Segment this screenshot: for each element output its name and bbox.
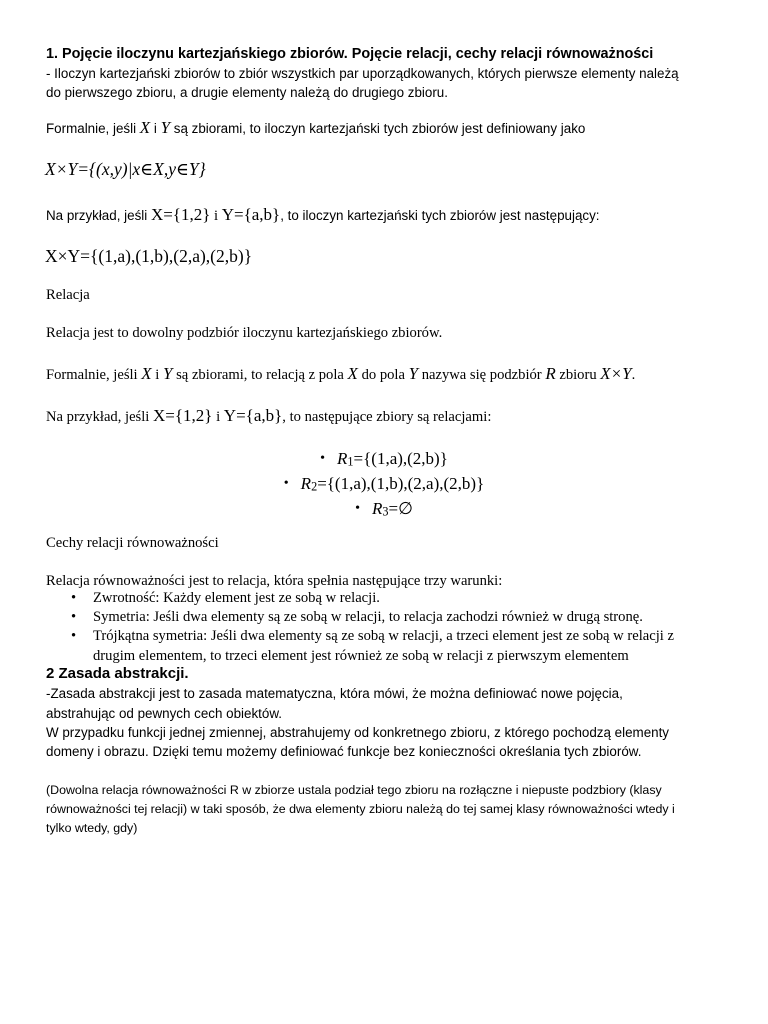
- example-x-set: X={1,2}: [153, 406, 213, 425]
- section-2-line-3: W przypadku funkcji jednej zmiennej, abstrahujemy od konkretnego zbioru, z którego pochodzą elementy: [46, 725, 670, 740]
- relation-index: 3: [382, 504, 389, 519]
- relation-name: R: [300, 473, 312, 493]
- section-2-line-4: domeny i obrazu. Dzięki temu możemy definiować funkcje bez konieczności określania tych zbiorów.: [46, 744, 642, 759]
- example-sentence: [46, 204, 600, 226]
- note-line-2: równoważności tej relacji) w taki sposób, że dwa elementy zbioru należą do tej samej klasy równoważności wtedy i: [46, 802, 675, 816]
- relation-value: =∅: [388, 498, 413, 518]
- relation-value: ={(1,a),(2,b)}: [353, 449, 448, 468]
- text-span: zbioru: [555, 367, 601, 383]
- relation-definition: Relacja jest to dowolny podzbiór iloczynu kartezjańskiego zbiorów.: [46, 325, 443, 341]
- condition-text: Trójkątna symetria: Jeśli dwa elementy są ze sobą w relacji, a trzeci element jest ze sobą w relacji z drugim elementem, to trzeci element jest również ze sobą w relacji z pierwszym elementem: [93, 628, 674, 664]
- relation-name: R: [371, 498, 383, 518]
- relation-title: Relacja: [46, 287, 90, 303]
- condition-item: [46, 589, 709, 608]
- bullet-icon: •: [355, 500, 360, 516]
- relation-value: ={(1,a),(1,b),(2,a),(2,b)}: [317, 473, 485, 493]
- relation-item: [0, 473, 768, 498]
- text-span: do pola: [357, 367, 409, 383]
- and-text: i: [210, 208, 222, 224]
- formal-pre-text: Formalnie, jeśli: [46, 121, 140, 136]
- text-span: Na przykład, jeśli: [46, 409, 153, 425]
- section-2-heading: 2 Zasada abstrakcji.: [46, 665, 189, 682]
- section-1-heading: 1. Pojęcie iloczynu kartezjańskiego zbiorów. Pojęcie relacji, cechy relacji równoważności: [46, 46, 654, 62]
- relation-formal-sentence: [46, 365, 635, 384]
- relation-index: 1: [347, 454, 354, 469]
- condition-item: [46, 608, 709, 627]
- note-line-1: (Dowolna relacja równoważności R w zbiorze ustala podział tego zbioru na rozłączne i niepuste podzbiory (klasy: [46, 783, 662, 797]
- text-span: .: [631, 367, 636, 383]
- relation-item: [0, 448, 768, 473]
- var-y: Y: [163, 364, 173, 383]
- note-line-3: tylko wtedy, gdy): [46, 821, 138, 835]
- example-pre-text: Na przykład, jeśli: [46, 208, 151, 223]
- example-y-set: Y={a,b}: [223, 406, 283, 425]
- cartesian-example-formula: X×Y={(1,a),(1,b),(2,a),(2,b)}: [45, 246, 253, 266]
- equivalence-intro: Relacja równoważności jest to relacja, która spełnia następujące trzy warunki:: [46, 573, 503, 589]
- formal-definition-sentence: [46, 119, 585, 138]
- product-xy: X×Y: [600, 364, 632, 383]
- var-r: R: [545, 364, 556, 383]
- bullet-icon: •: [71, 628, 77, 645]
- bullet-icon: •: [320, 451, 326, 466]
- text-span: Formalnie, jeśli: [46, 367, 142, 383]
- var-x: X: [347, 364, 358, 383]
- intro-line-1: - Iloczyn kartezjański zbiorów to zbiór wszystkich par uporządkowanych, których pierwsze elementy należą: [46, 66, 679, 81]
- text-span: i: [212, 409, 224, 425]
- relations-list: [0, 448, 768, 523]
- and-text: i: [150, 121, 161, 136]
- relation-item: [0, 498, 768, 523]
- example-y-set: Y={a,b}: [221, 205, 281, 224]
- relation-example-sentence: [46, 407, 491, 426]
- cartesian-definition-formula: X×Y={(x,y)|x∈X,y∈Y}: [45, 159, 206, 179]
- var-y: Y: [160, 118, 171, 137]
- intro-line-2: do pierwszego zbioru, a drugie elementy należą do drugiego zbioru.: [46, 85, 448, 100]
- condition-text: Symetria: Jeśli dwa elementy są ze sobą w relacji, to relacja zachodzi również w drugą stronę.: [93, 609, 643, 626]
- var-x: X: [141, 364, 152, 383]
- equivalence-title: Cechy relacji równoważności: [46, 535, 219, 551]
- text-span: są zbiorami, to relacją z pola: [172, 367, 348, 383]
- var-x: X: [139, 118, 151, 137]
- section-2-line-1: -Zasada abstrakcji jest to zasada matematyczna, która mówi, że można definiować nowe pojęcia,: [46, 686, 623, 701]
- equivalence-conditions-list: [46, 589, 709, 666]
- relation-index: 2: [311, 479, 318, 494]
- bullet-icon: •: [283, 475, 289, 491]
- section-2-line-2: abstrahując od pewnych cech obiektów.: [46, 706, 282, 721]
- example-post-text: , to iloczyn kartezjański tych zbiorów jest następujący:: [280, 208, 600, 223]
- condition-text: Zwrotność: Każdy element jest ze sobą w relacji.: [93, 590, 380, 606]
- relation-name: R: [337, 449, 348, 468]
- example-x-set: X={1,2}: [150, 205, 211, 224]
- text-span: , to następujące zbiory są relacjami:: [282, 409, 492, 425]
- bullet-icon: •: [71, 609, 77, 626]
- text-span: nazywa się podzbiór: [418, 367, 546, 383]
- var-y: Y: [408, 364, 419, 383]
- text-span: i: [151, 367, 164, 383]
- formal-post-text: są zbiorami, to iloczyn kartezjański tych zbiorów jest definiowany jako: [170, 121, 586, 136]
- bullet-icon: •: [71, 590, 77, 606]
- condition-item: [46, 627, 709, 665]
